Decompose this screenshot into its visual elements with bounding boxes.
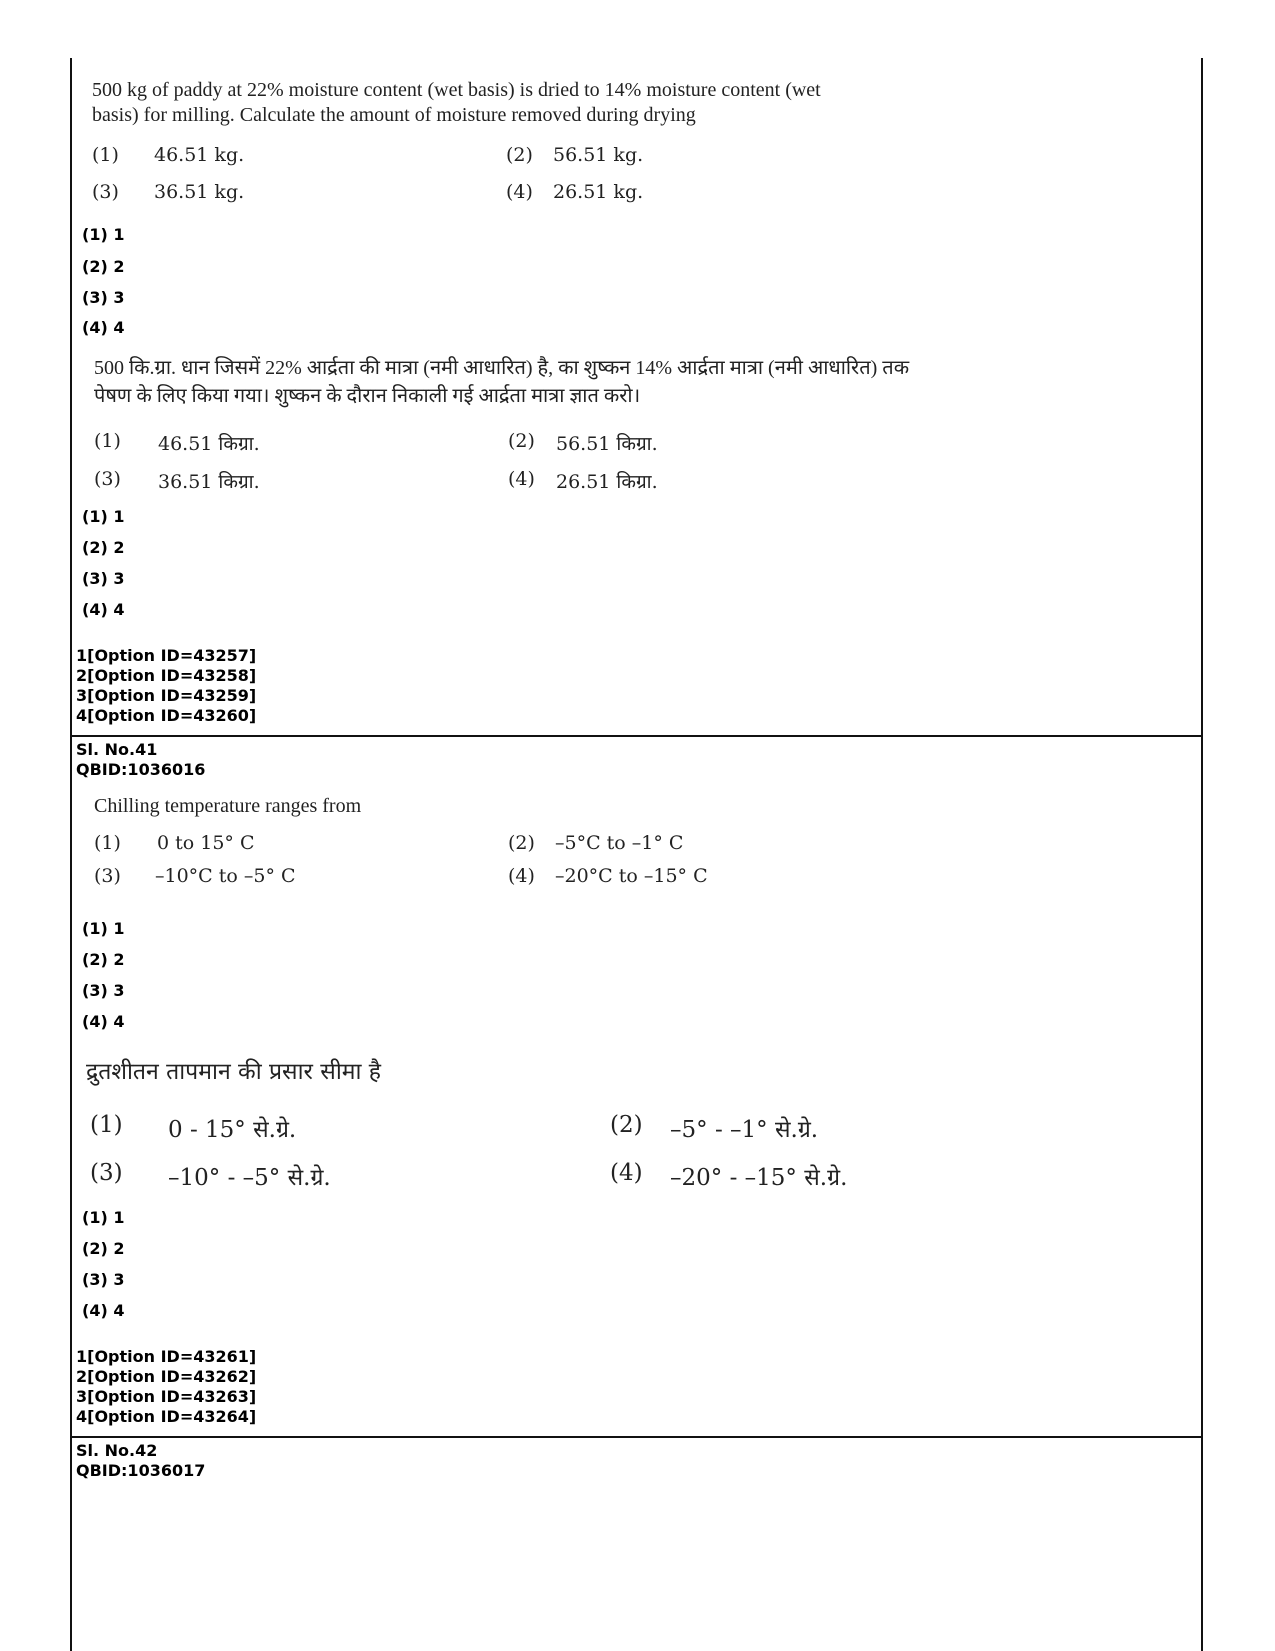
answer-choice[interactable]: (4) 4 [82, 1301, 125, 1320]
question-line: पेषण के लिए किया गया। शुष्कन के दौरान निकाली गई आर्द्रता मात्रा ज्ञात करो। [94, 385, 641, 407]
option-text: –10° - –5° से.ग्रे. [168, 1165, 331, 1191]
option-text: 56.51 kg. [553, 144, 644, 166]
option-text: 46.51 किग्रा. [158, 433, 260, 455]
option-text: 0 to 15° C [157, 832, 255, 854]
option-number: (1) [90, 1112, 123, 1138]
option-id-list [76, 646, 256, 726]
option-id: 2[Option ID=43258] [76, 666, 257, 685]
option-id: 4[Option ID=43260] [76, 706, 257, 725]
option-id: 2[Option ID=43262] [76, 1367, 257, 1386]
question-text-hi [94, 354, 909, 410]
question-text-hi: द्रुतशीतन तापमान की प्रसार सीमा है [86, 1059, 382, 1085]
answer-choice[interactable]: (3) 3 [82, 569, 125, 588]
answer-choice[interactable]: (3) 3 [82, 981, 125, 1000]
option-number: (3) [92, 181, 119, 203]
option-number: (2) [508, 430, 535, 452]
option-text: 36.51 kg. [154, 181, 245, 203]
serial-number: Sl. No.41 [76, 740, 158, 759]
answer-choice[interactable]: (3) 3 [82, 288, 125, 307]
answer-choice[interactable]: (2) 2 [82, 257, 125, 276]
question-text-en [92, 78, 821, 128]
answer-choice[interactable]: (2) 2 [82, 950, 125, 969]
question-text-en: Chilling temperature ranges from [94, 795, 362, 817]
answer-choice[interactable]: (4) 4 [82, 318, 125, 337]
option-number: (2) [508, 832, 535, 854]
question-divider [70, 735, 1203, 737]
option-number: (3) [90, 1160, 123, 1186]
answer-choice[interactable]: (1) 1 [82, 1208, 125, 1227]
option-number: (1) [92, 144, 119, 166]
question-line: 500 kg of paddy at 22% moisture content (wet basis) is dried to 14% moisture content (wet [92, 79, 821, 101]
option-text: –5°C to –1° C [555, 832, 684, 854]
question-header [76, 740, 205, 780]
option-id: 1[Option ID=43257] [76, 646, 257, 665]
qbid: QBID:1036017 [76, 1461, 206, 1480]
option-text: 56.51 किग्रा. [556, 433, 658, 455]
option-number: (1) [94, 430, 121, 452]
answer-choice[interactable]: (1) 1 [82, 507, 125, 526]
option-number: (4) [610, 1160, 643, 1186]
answer-choice[interactable]: (2) 2 [82, 538, 125, 557]
option-number: (4) [508, 468, 535, 490]
option-text: 0 - 15° से.ग्रे. [168, 1117, 297, 1143]
option-text: –5° - –1° से.ग्रे. [670, 1117, 819, 1143]
option-number: (4) [506, 181, 533, 203]
option-id: 3[Option ID=43263] [76, 1387, 257, 1406]
qbid: QBID:1036016 [76, 760, 206, 779]
option-text: 26.51 किग्रा. [556, 471, 658, 493]
option-number: (1) [94, 832, 121, 854]
option-text: –20° - –15° से.ग्रे. [670, 1165, 848, 1191]
option-id: 1[Option ID=43261] [76, 1347, 257, 1366]
option-text: –10°C to –5° C [155, 865, 296, 887]
option-text: 36.51 किग्रा. [158, 471, 260, 493]
answer-choice[interactable]: (4) 4 [82, 1012, 125, 1031]
answer-choice[interactable]: (3) 3 [82, 1270, 125, 1289]
answer-choice[interactable]: (1) 1 [82, 225, 125, 244]
option-text: 46.51 kg. [154, 144, 245, 166]
question-line: 500 कि.ग्रा. धान जिसमें 22% आर्द्रता की मात्रा (नमी आधारित) है, का शुष्कन 14% आर्द्रता मात्रा (नमी आधारित) तक [94, 357, 910, 379]
answer-choice[interactable]: (4) 4 [82, 600, 125, 619]
option-id: 4[Option ID=43264] [76, 1407, 257, 1426]
option-number: (3) [94, 865, 121, 887]
option-text: –20°C to –15° C [555, 865, 708, 887]
question-line: basis) for milling. Calculate the amount of moisture removed during drying [92, 104, 696, 126]
option-text: 26.51 kg. [553, 181, 644, 203]
question-divider [70, 1436, 1203, 1438]
answer-choice[interactable]: (2) 2 [82, 1239, 125, 1258]
option-id: 3[Option ID=43259] [76, 686, 257, 705]
option-number: (3) [94, 468, 121, 490]
option-number: (2) [610, 1112, 643, 1138]
answer-choice[interactable]: (1) 1 [82, 919, 125, 938]
option-number: (2) [506, 144, 533, 166]
question-header [76, 1441, 205, 1481]
option-number: (4) [508, 865, 535, 887]
option-id-list [76, 1347, 256, 1427]
serial-number: Sl. No.42 [76, 1441, 158, 1460]
